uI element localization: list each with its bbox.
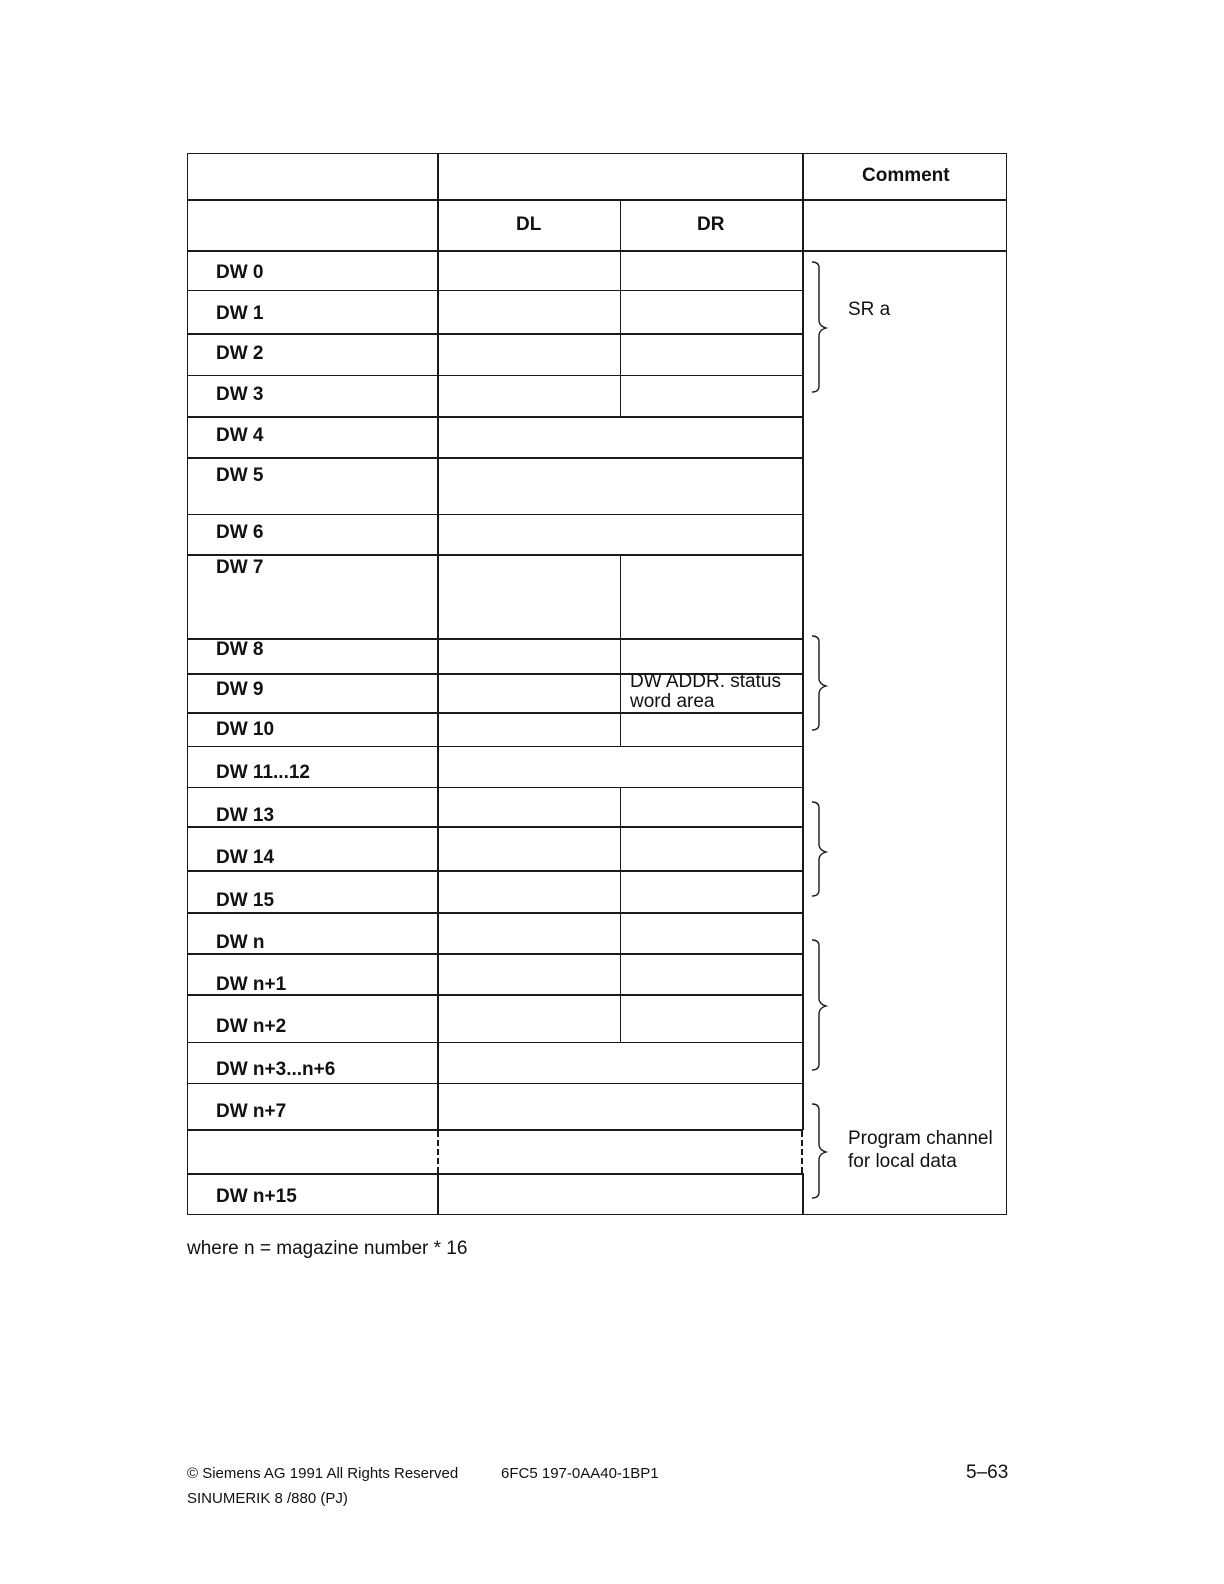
brace-icon <box>812 940 826 1070</box>
row-label: DW 10 <box>216 719 275 740</box>
brace-icon <box>812 1104 826 1198</box>
row-label: DW 9 <box>216 679 264 700</box>
footer-copyright: © Siemens AG 1991 All Rights Reserved <box>187 1465 459 1482</box>
page-number: 5–63 <box>966 1462 1009 1483</box>
row-label: DW 13 <box>216 805 275 826</box>
dw9-dr-cell-line: word area <box>630 691 715 712</box>
row-label: DW 14 <box>216 847 275 868</box>
row-label: DW 11...12 <box>216 762 310 783</box>
row-label: DW 7 <box>216 557 264 578</box>
row-label: DW 3 <box>216 384 264 405</box>
row-label: DW 6 <box>216 522 264 543</box>
row-label: DW 4 <box>216 425 264 446</box>
footer-product: SINUMERIK 8 /880 (PJ) <box>187 1490 348 1507</box>
footnote: where n = magazine number * 16 <box>187 1238 468 1259</box>
brace-icon <box>812 636 826 730</box>
footer-order-number: 6FC5 197-0AA40-1BP1 <box>501 1465 659 1482</box>
header-dr: DR <box>697 214 725 235</box>
header-dl: DL <box>516 214 542 235</box>
row-label: DW 8 <box>216 639 264 660</box>
row-label: DW 15 <box>216 890 275 911</box>
comment-sr-a: SR a <box>848 299 891 320</box>
row-label: DW n <box>216 932 265 953</box>
row-label: DW n+3...n+6 <box>216 1059 336 1080</box>
row-label: DW 2 <box>216 343 264 364</box>
brace-icon <box>812 262 826 392</box>
row-label: DW n+2 <box>216 1016 287 1037</box>
comment-line: for local data <box>848 1151 957 1172</box>
row-label: DW n+15 <box>216 1186 297 1207</box>
brace-icon <box>812 802 826 896</box>
row-label: DW 0 <box>216 262 264 283</box>
comment-line: Program channel <box>848 1128 993 1149</box>
row-label: DW n+7 <box>216 1101 287 1122</box>
row-label: DW 1 <box>216 303 264 324</box>
header-comment: Comment <box>862 165 950 186</box>
row-label: DW 5 <box>216 465 264 486</box>
row-label: DW n+1 <box>216 974 287 995</box>
dw9-dr-cell-line: DW ADDR. status <box>630 671 781 692</box>
